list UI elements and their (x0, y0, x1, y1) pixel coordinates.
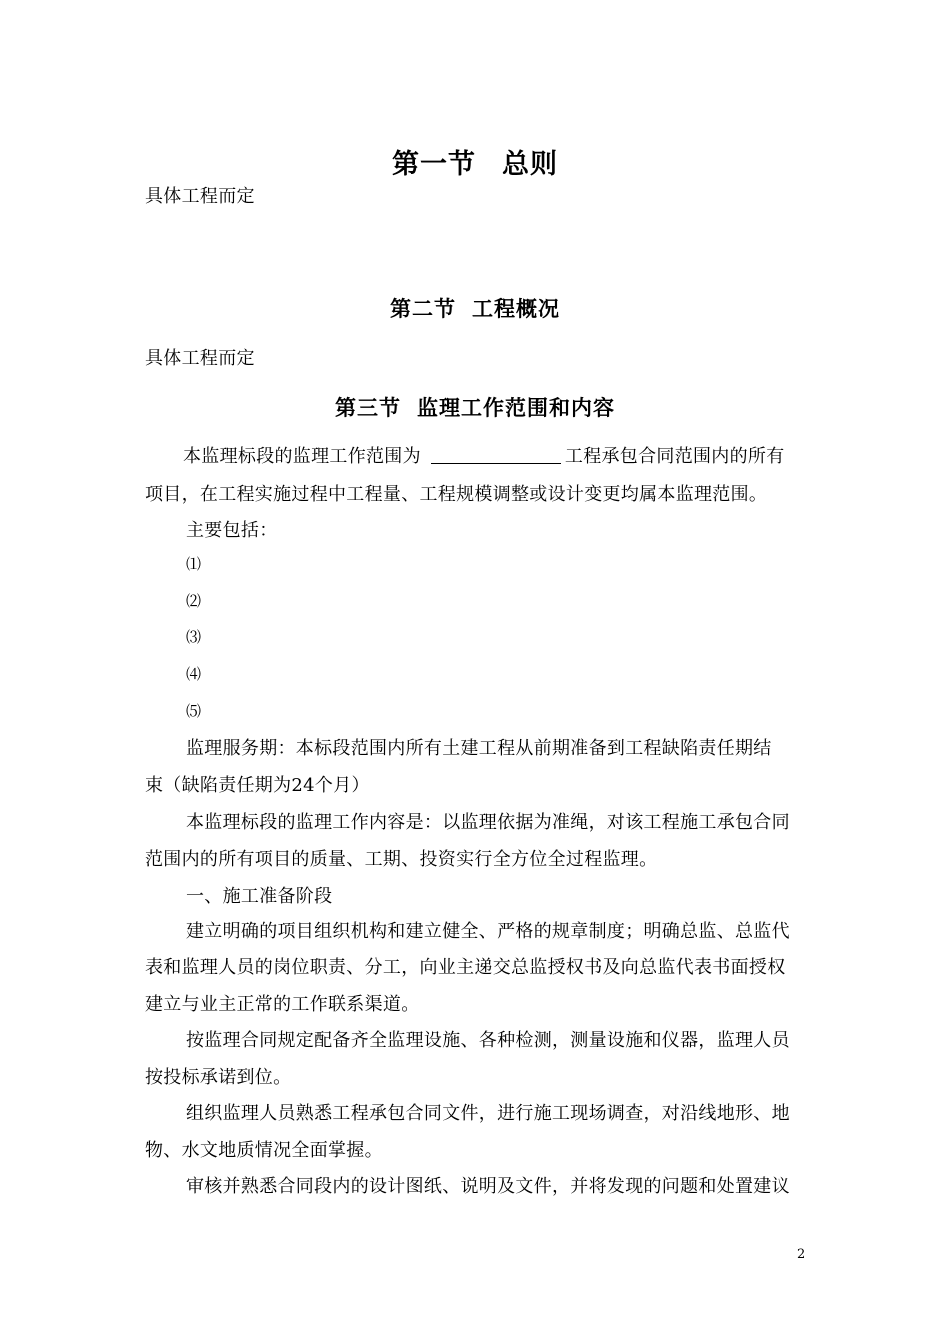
project-name-blank (431, 445, 561, 464)
scope-line-2: 项目，在工程实施过程中工程量、工程规模调整或设计变更均属本监理范围。 (145, 484, 768, 505)
paragraph-4-line-1: 审核并熟悉合同段内的设计图纸、说明及文件，并将发现的问题和处置建议 (186, 1176, 790, 1197)
page-number: 2 (797, 1247, 806, 1262)
section-3-title: 第三节 监理工作范围和内容 (335, 396, 615, 420)
list-item-3: ⑶ (186, 628, 202, 646)
paragraph-1-line-1: 建立明确的项目组织机构和建立健全、严格的规章制度；明确总监、总监代 (186, 921, 790, 942)
stage-1-heading: 一、施工准备阶段 (186, 886, 333, 907)
work-content-line-2: 范围内的所有项目的质量、工期、投资实行全方位全过程监理。 (145, 849, 658, 870)
scope-line-1: 本监理标段的监理工作范围为 工程承包合同范围内的所有 (183, 446, 785, 467)
list-item-4: ⑷ (186, 665, 202, 683)
list-item-2: ⑵ (186, 592, 202, 610)
paragraph-2-line-1: 按监理合同规定配备齐全监理设施、各种检测，测量设施和仪器，监理人员 (186, 1030, 790, 1051)
main-include-label: 主要包括： (186, 520, 278, 541)
paragraph-2-line-2: 按投标承诺到位。 (145, 1067, 292, 1088)
paragraph-1-line-2: 表和监理人员的岗位职责、分工，向业主递交总监授权书及向总监代表书面授权 (145, 957, 786, 978)
paragraph-1-line-3: 建立与业主正常的工作联系渠道。 (145, 994, 420, 1015)
paragraph-3-line-2: 物、水文地质情况全面掌握。 (145, 1140, 383, 1161)
section-1-title: 第一节 总则 (392, 149, 558, 180)
paragraph-3-line-1: 组织监理人员熟悉工程承包合同文件，进行施工现场调查，对沿线地形、地 (186, 1103, 790, 1124)
section-1-body: 具体工程而定 (145, 186, 255, 207)
service-period-line-1: 监理服务期：本标段范围内所有土建工程从前期准备到工程缺陷责任期结 (186, 738, 772, 759)
section-2-body: 具体工程而定 (145, 348, 255, 369)
service-period-line-2: 束（缺陷责任期为24个月） (145, 775, 370, 796)
list-item-5: ⑸ (186, 702, 202, 720)
work-content-line-1: 本监理标段的监理工作内容是：以监理依据为准绳，对该工程施工承包合同 (186, 812, 790, 833)
list-item-1: ⑴ (186, 555, 202, 573)
section-2-title: 第二节 工程概况 (390, 297, 560, 321)
